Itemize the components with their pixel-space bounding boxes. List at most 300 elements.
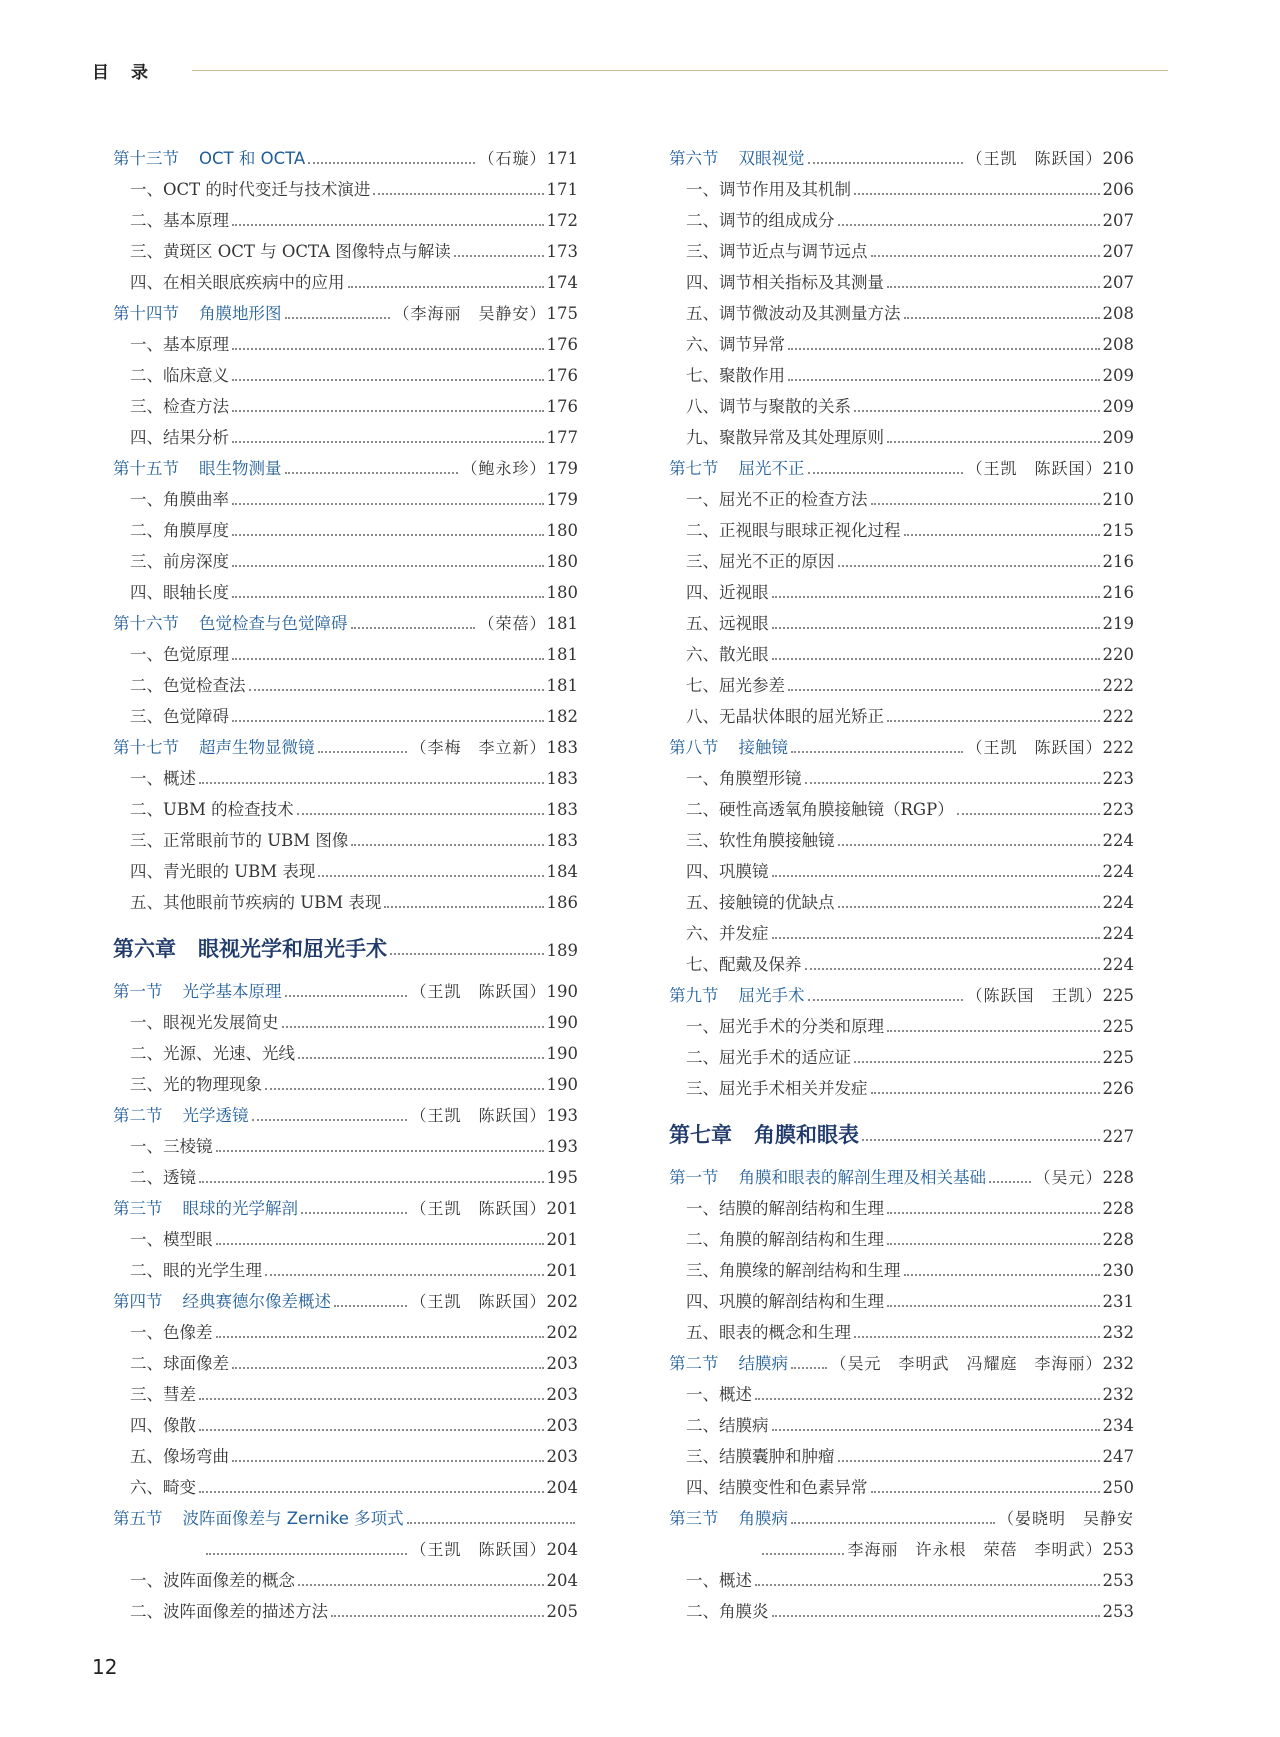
section-number: 第十七节 [113, 738, 179, 757]
entry-title: 四、调节相关指标及其测量 [686, 273, 884, 292]
toc-entry[interactable] [669, 1193, 1134, 1224]
toc-entry[interactable] [113, 825, 578, 856]
section-title: 屈光不正 [738, 459, 805, 478]
section-title: 色觉检查与色觉障碍 [199, 614, 348, 633]
page-ref: 179 [546, 459, 578, 478]
toc-entry[interactable] [113, 1255, 578, 1286]
dot-leader [232, 378, 544, 381]
dot-leader [989, 1180, 1031, 1183]
toc-section[interactable] [113, 453, 578, 484]
dot-leader [887, 1029, 1100, 1032]
toc-entry[interactable] [113, 1131, 578, 1162]
dot-leader [334, 1304, 407, 1307]
section-number: 第二节 [669, 1354, 719, 1373]
section-number: 第二节 [113, 1106, 163, 1125]
dot-leader [772, 1428, 1100, 1431]
dot-leader [772, 595, 1100, 598]
toc-entry[interactable] [669, 484, 1134, 515]
dot-leader [871, 254, 1100, 257]
toc-entry[interactable] [669, 918, 1134, 949]
toc-entry[interactable] [669, 1565, 1134, 1596]
toc-entry[interactable] [113, 236, 578, 267]
toc-section[interactable] [669, 1162, 1134, 1193]
dot-leader [232, 564, 544, 567]
toc-entry[interactable] [669, 608, 1134, 639]
toc-entry[interactable] [113, 1410, 578, 1441]
dot-leader [871, 502, 1100, 505]
toc-entry[interactable] [113, 1348, 578, 1379]
dot-leader [755, 1583, 1100, 1586]
toc-section[interactable] [113, 1286, 578, 1317]
dot-leader [904, 1273, 1100, 1276]
page-ref: 203 [546, 1416, 578, 1435]
toc-entry[interactable] [113, 1038, 578, 1069]
toc-entry[interactable] [113, 856, 578, 887]
dot-leader [871, 1490, 1100, 1493]
section-number: 第四节 [113, 1292, 163, 1311]
entry-title: 一、眼视光发展简史 [130, 1013, 279, 1032]
page-ref: 224 [1102, 831, 1134, 850]
entry-title: 五、调节微波动及其测量方法 [686, 304, 901, 323]
chapter-title: 眼视光学和屈光手术 [198, 936, 387, 961]
entry-title: 五、远视眼 [686, 614, 769, 633]
section-title: 经典赛德尔像差概述 [182, 1292, 331, 1311]
authors: （荣蓓） [478, 614, 547, 633]
page-ref: 180 [546, 583, 578, 602]
page-ref: 203 [546, 1447, 578, 1466]
dot-leader [232, 595, 544, 598]
dot-leader [854, 192, 1100, 195]
section-title: 光学透镜 [182, 1106, 249, 1125]
page-ref: 207 [1102, 242, 1134, 261]
dot-leader [887, 1211, 1100, 1214]
authors: （王凯 陈跃国） [966, 459, 1103, 478]
dot-leader [285, 994, 408, 997]
page-ref: 224 [1102, 862, 1134, 881]
entry-title: 四、像散 [130, 1416, 196, 1435]
toc-entry[interactable] [669, 856, 1134, 887]
dot-leader [390, 952, 544, 955]
section-number: 第一节 [113, 982, 163, 1001]
entry-title: 二、眼的光学生理 [130, 1261, 262, 1280]
dot-leader [232, 223, 544, 226]
toc-section[interactable] [113, 143, 578, 174]
toc-entry[interactable] [113, 1317, 578, 1348]
toc-entry[interactable] [113, 391, 578, 422]
toc-entry[interactable] [669, 825, 1134, 856]
authors: （王凯 陈跃国） [966, 149, 1103, 168]
authors: （吴元） [1034, 1168, 1103, 1187]
page-ref: 234 [1102, 1416, 1134, 1435]
entry-title: 四、在相关眼底疾病中的应用 [130, 273, 345, 292]
dot-leader [854, 1335, 1100, 1338]
toc-entry[interactable] [669, 1011, 1134, 1042]
dot-leader [808, 471, 964, 474]
dot-leader [838, 564, 1100, 567]
toc-chapter[interactable] [669, 1104, 1134, 1162]
section-number: 第五节 [113, 1509, 163, 1528]
header-rule [192, 70, 1168, 71]
toc-entry[interactable] [669, 236, 1134, 267]
toc-section[interactable] [113, 1193, 578, 1224]
dot-leader [904, 533, 1100, 536]
toc-entry[interactable] [669, 577, 1134, 608]
page-ref: 227 [1102, 1127, 1134, 1146]
toc-section[interactable] [669, 980, 1134, 1011]
page-ref: 228 [1102, 1230, 1134, 1249]
toc-entry[interactable] [669, 639, 1134, 670]
entry-title: 二、角膜厚度 [130, 521, 229, 540]
page-ref: 180 [546, 552, 578, 571]
dot-leader [199, 1428, 544, 1431]
entry-title: 二、UBM 的检查技术 [130, 800, 294, 819]
entry-title: 三、屈光手术相关并发症 [686, 1079, 868, 1098]
toc-entry[interactable] [669, 1472, 1134, 1503]
page-ref: 222 [1102, 707, 1134, 726]
page-ref: 207 [1102, 211, 1134, 230]
toc-entry[interactable] [669, 670, 1134, 701]
entry-title: 三、软性角膜接触镜 [686, 831, 835, 850]
toc-entry[interactable] [113, 515, 578, 546]
entry-title: 一、角膜曲率 [130, 490, 229, 509]
toc-entry[interactable] [113, 701, 578, 732]
toc-entry[interactable] [113, 1069, 578, 1100]
page-header [92, 58, 1168, 86]
toc-entry[interactable] [113, 1565, 578, 1596]
dot-leader [232, 533, 544, 536]
toc-entry[interactable] [669, 515, 1134, 546]
entry-title: 四、结膜变性和色素异常 [686, 1478, 868, 1497]
entry-title: 二、球面像差 [130, 1354, 229, 1373]
page-ref: 202 [546, 1292, 578, 1311]
authors: （王凯 陈跃国） [410, 1106, 547, 1125]
page-ref: 182 [546, 707, 578, 726]
toc-section[interactable] [113, 1503, 578, 1534]
dot-leader [808, 998, 964, 1001]
authors: （李海丽 吴静安） [393, 304, 547, 323]
toc-entry[interactable] [113, 794, 578, 825]
page-ref: 253 [1102, 1602, 1134, 1621]
toc-entry[interactable] [113, 1441, 578, 1472]
page-ref: 176 [546, 335, 578, 354]
dot-leader [788, 347, 1100, 350]
toc-entry[interactable] [113, 422, 578, 453]
toc-entry[interactable] [113, 670, 578, 701]
page-ref: 225 [1102, 986, 1134, 1005]
toc-entry[interactable] [669, 422, 1134, 453]
authors: （王凯 陈跃国） [410, 1199, 547, 1218]
toc-entry[interactable] [113, 1596, 578, 1627]
toc-entry[interactable] [113, 1224, 578, 1255]
toc-entry[interactable] [669, 1073, 1134, 1104]
section-number: 第三节 [669, 1509, 719, 1528]
toc-entry[interactable] [669, 1286, 1134, 1317]
page-ref: 231 [1102, 1292, 1134, 1311]
dot-leader [232, 1459, 544, 1462]
page-ref: 201 [546, 1261, 578, 1280]
dot-leader [838, 843, 1100, 846]
toc-entry[interactable] [669, 1379, 1134, 1410]
toc-entry[interactable] [113, 360, 578, 391]
page-ref: 183 [546, 738, 578, 757]
entry-title: 四、巩膜镜 [686, 862, 769, 881]
section-title: 光学基本原理 [182, 982, 282, 1001]
page-ref: 183 [546, 800, 578, 819]
toc-entry[interactable] [669, 360, 1134, 391]
toc-entry[interactable] [669, 1410, 1134, 1441]
page-ref: 253 [1102, 1540, 1134, 1559]
entry-title: 一、概述 [130, 769, 196, 788]
section-number: 第九节 [669, 986, 719, 1005]
page-ref: 223 [1102, 769, 1134, 788]
entry-title: 六、畸变 [130, 1478, 196, 1497]
dot-leader [232, 347, 544, 350]
entry-title: 一、屈光不正的检查方法 [686, 490, 868, 509]
toc-left-column [113, 143, 578, 1627]
toc-entry[interactable] [669, 205, 1134, 236]
toc-entry[interactable] [113, 329, 578, 360]
entry-title: 五、接触镜的优缺点 [686, 893, 835, 912]
dot-leader [791, 750, 963, 753]
entry-title: 三、光的物理现象 [130, 1075, 262, 1094]
page-ref: 176 [546, 397, 578, 416]
entry-title: 二、屈光手术的适应证 [686, 1048, 851, 1067]
page-ref: 232 [1102, 1323, 1134, 1342]
page-ref: 189 [546, 941, 578, 960]
dot-leader [904, 316, 1100, 319]
toc-section-continuation[interactable] [113, 1534, 578, 1565]
toc-section[interactable] [113, 732, 578, 763]
page-ref: 173 [546, 242, 578, 261]
page-ref: 193 [546, 1106, 578, 1125]
section-title: 波阵面像差与 Zernike 多项式 [182, 1509, 404, 1528]
entry-title: 二、角膜的解剖结构和生理 [686, 1230, 884, 1249]
page-ref: 209 [1102, 428, 1134, 447]
dot-leader [407, 1521, 575, 1524]
dot-leader [454, 254, 544, 257]
entry-title: 一、波阵面像差的概念 [130, 1571, 295, 1590]
toc-entry[interactable] [113, 1162, 578, 1193]
dot-leader [216, 1335, 544, 1338]
section-number: 第六节 [669, 149, 719, 168]
entry-title: 三、结膜囊肿和肿瘤 [686, 1447, 835, 1466]
toc-section[interactable] [113, 976, 578, 1007]
section-title: 眼生物测量 [199, 459, 282, 478]
entry-title: 二、光源、光速、光线 [130, 1044, 295, 1063]
section-title: 双眼视觉 [738, 149, 805, 168]
entry-title: 三、屈光不正的原因 [686, 552, 835, 571]
entry-title: 五、眼表的概念和生理 [686, 1323, 851, 1342]
page-ref: 174 [546, 273, 578, 292]
toc-entry[interactable] [669, 949, 1134, 980]
dot-leader [265, 1273, 544, 1276]
toc-section[interactable] [669, 453, 1134, 484]
section-number: 第十三节 [113, 149, 179, 168]
toc-entry[interactable] [113, 577, 578, 608]
toc-entry[interactable] [669, 1441, 1134, 1472]
section-number: 第七节 [669, 459, 719, 478]
toc-chapter[interactable] [113, 918, 578, 976]
dot-leader [871, 1091, 1100, 1094]
authors: （鲍永珍） [461, 459, 547, 478]
toc-section[interactable] [113, 608, 578, 639]
entry-title: 一、概述 [686, 1385, 752, 1404]
dot-leader [772, 657, 1100, 660]
header-title: 目录 [92, 63, 170, 83]
chapter-number: 第六章 [113, 936, 176, 961]
section-title: 屈光手术 [738, 986, 805, 1005]
section-number: 第三节 [113, 1199, 163, 1218]
page-ref: 205 [546, 1602, 578, 1621]
dot-leader [772, 936, 1100, 939]
page-ref: 201 [546, 1230, 578, 1249]
toc-entry[interactable] [669, 763, 1134, 794]
toc-entry[interactable] [669, 546, 1134, 577]
page-ref: 226 [1102, 1079, 1134, 1098]
authors: （吴元 李明武 冯耀庭 李海丽） [830, 1354, 1103, 1373]
toc-entry[interactable] [113, 1472, 578, 1503]
page-ref: 216 [1102, 583, 1134, 602]
entry-title: 二、角膜炎 [686, 1602, 769, 1621]
toc-entry[interactable] [669, 701, 1134, 732]
dot-leader [232, 502, 544, 505]
chapter-title: 角膜和眼表 [754, 1122, 859, 1147]
entry-title: 三、调节近点与调节远点 [686, 242, 868, 261]
dot-leader [199, 781, 544, 784]
page-ref: 230 [1102, 1261, 1134, 1280]
dot-leader [232, 719, 544, 722]
dot-leader [805, 781, 1100, 784]
entry-title: 四、眼轴长度 [130, 583, 229, 602]
entry-title: 二、透镜 [130, 1168, 196, 1187]
entry-title: 一、角膜塑形镜 [686, 769, 802, 788]
entry-title: 二、色觉检查法 [130, 676, 246, 695]
toc-entry[interactable] [669, 1596, 1134, 1627]
dot-leader [808, 161, 964, 164]
entry-title: 三、角膜缘的解剖结构和生理 [686, 1261, 901, 1280]
page-ref: 222 [1102, 738, 1134, 757]
toc-entry[interactable] [113, 887, 578, 918]
toc-entry[interactable] [113, 1379, 578, 1410]
toc-entry[interactable] [669, 887, 1134, 918]
entry-title: 五、像场弯曲 [130, 1447, 229, 1466]
entry-title: 四、青光眼的 UBM 表现 [130, 862, 316, 881]
toc-entry[interactable] [669, 267, 1134, 298]
dot-leader [252, 1118, 408, 1121]
authors: （李梅 李立新） [410, 738, 547, 757]
toc-section[interactable] [669, 1348, 1134, 1379]
toc-section-continuation[interactable] [669, 1534, 1134, 1565]
toc-entry[interactable] [669, 1317, 1134, 1348]
section-number: 第十五节 [113, 459, 179, 478]
dot-leader [285, 471, 459, 474]
toc-entry[interactable] [113, 267, 578, 298]
toc-section[interactable] [113, 1100, 578, 1131]
section-title: 眼球的光学解剖 [182, 1199, 298, 1218]
entry-title: 四、结果分析 [130, 428, 229, 447]
toc-entry[interactable] [669, 174, 1134, 205]
page-ref: 179 [546, 490, 578, 509]
entry-title: 六、并发症 [686, 924, 769, 943]
toc-entry[interactable] [669, 298, 1134, 329]
page-ref: 224 [1102, 924, 1134, 943]
section-title: 接触镜 [738, 738, 788, 757]
toc-entry[interactable] [113, 484, 578, 515]
entry-title: 三、前房深度 [130, 552, 229, 571]
section-number: 第一节 [669, 1168, 719, 1187]
dot-leader [282, 1025, 544, 1028]
page-ref: 181 [546, 676, 578, 695]
dot-leader [297, 812, 544, 815]
dot-leader [755, 1397, 1100, 1400]
toc-entry[interactable] [113, 639, 578, 670]
entry-title: 一、概述 [686, 1571, 752, 1590]
toc-section[interactable] [113, 298, 578, 329]
page-ref: 181 [546, 645, 578, 664]
dot-leader [854, 1060, 1100, 1063]
page-ref: 219 [1102, 614, 1134, 633]
dot-leader [232, 1366, 544, 1369]
toc-entry[interactable] [669, 794, 1134, 825]
toc-entry[interactable] [669, 1255, 1134, 1286]
toc-entry[interactable] [113, 174, 578, 205]
dot-leader [298, 1583, 544, 1586]
section-title: OCT 和 OCTA [199, 149, 306, 168]
toc-entry[interactable] [669, 1224, 1134, 1255]
toc-entry[interactable] [113, 1007, 578, 1038]
page-ref: 224 [1102, 955, 1134, 974]
toc-entry[interactable] [113, 546, 578, 577]
toc-entry[interactable] [669, 391, 1134, 422]
entry-title: 一、色像差 [130, 1323, 213, 1342]
page-ref: 247 [1102, 1447, 1134, 1466]
dot-leader [232, 657, 544, 660]
dot-leader [285, 316, 391, 319]
page-ref: 180 [546, 521, 578, 540]
toc-entry[interactable] [113, 205, 578, 236]
entry-title: 三、检查方法 [130, 397, 229, 416]
toc-section[interactable] [669, 732, 1134, 763]
toc-section[interactable] [669, 1503, 1134, 1534]
dot-leader [957, 812, 1100, 815]
entry-title: 一、OCT 的时代变迁与技术演进 [130, 180, 371, 199]
page-ref: 190 [546, 982, 578, 1001]
authors: （王凯 陈跃国） [410, 1540, 547, 1559]
page-ref: 228 [1102, 1199, 1134, 1218]
dot-leader [805, 967, 1100, 970]
page-ref: 225 [1102, 1048, 1134, 1067]
toc-entry[interactable] [669, 1042, 1134, 1073]
entry-title: 二、基本原理 [130, 211, 229, 230]
dot-leader [838, 905, 1100, 908]
entry-title: 二、结膜病 [686, 1416, 769, 1435]
dot-leader [318, 874, 543, 877]
entry-title: 三、正常眼前节的 UBM 图像 [130, 831, 349, 850]
page-ref: 204 [546, 1478, 578, 1497]
dot-leader [791, 1521, 995, 1524]
dot-leader [887, 285, 1100, 288]
toc-entry[interactable] [669, 329, 1134, 360]
dot-leader [384, 905, 543, 908]
dot-leader [791, 1366, 827, 1369]
toc-section[interactable] [669, 143, 1134, 174]
dot-leader [887, 719, 1100, 722]
page-ref: 222 [1102, 676, 1134, 695]
toc-entry[interactable] [113, 763, 578, 794]
dot-leader [838, 223, 1100, 226]
page-ref: 209 [1102, 366, 1134, 385]
entry-title: 三、彗差 [130, 1385, 196, 1404]
